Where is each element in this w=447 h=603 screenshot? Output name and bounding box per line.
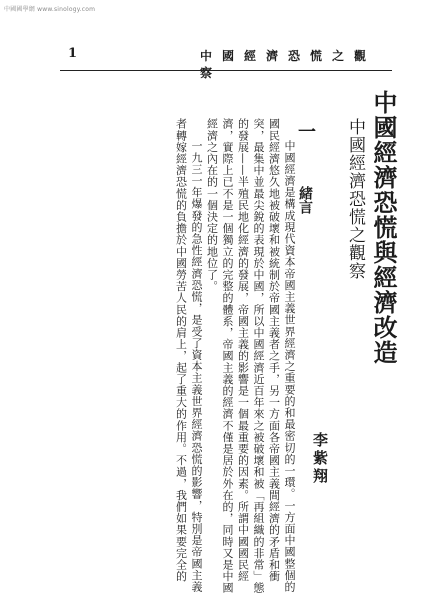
- section-spacer: [297, 156, 313, 170]
- page-number: 1: [68, 46, 78, 61]
- header-rule: [60, 70, 392, 71]
- section-title: 緒言: [297, 186, 313, 214]
- watermark: 中國國學網 www.sinology.com: [4, 6, 96, 13]
- section-number: 一: [295, 122, 316, 140]
- page-header: [60, 44, 390, 80]
- article-subtitle: 中國經濟恐慌之觀察: [345, 118, 365, 280]
- section-heading: [296, 122, 314, 214]
- running-title: 中國經濟恐慌之觀察: [200, 49, 377, 80]
- article-body: [173, 118, 297, 603]
- body-paragraph-1: 中國經濟是構成現代資本帝國主義世界經濟之重要的和最密切的一環。一方面中國整個的國民經濟悠久地被破壞和被統制於帝國主義者之手，另一方面各帝國主義間經濟的矛盾和衝突，最集中並最尖銳的表現於中國，所以中國經濟近百年來之被破壞和被「再組織的非常」態的發展——半殖民地化經濟的發展，帝國主義的影響是一個最重要的因素。所謂中國國民經濟，實際上已不是一個獨立的完整的體系，帝國主義的經濟不僅是居於外在的，同時又是中國經濟之內在的一個決定的地位了。: [205, 118, 296, 594]
- article-title: 中國經濟恐慌與經濟改造: [369, 90, 398, 365]
- author-name: 李紫翔: [311, 432, 329, 486]
- body-paragraph-2: 一九三一年爆發的急性經濟恐慌，是受了資本主義世界經濟恐慌的影響，特別是帝國主義者轉嫁經濟恐慌的負擔於中國勞苦人民的肩上，起了重大的作用。不過，我們如果要完全的: [174, 118, 203, 593]
